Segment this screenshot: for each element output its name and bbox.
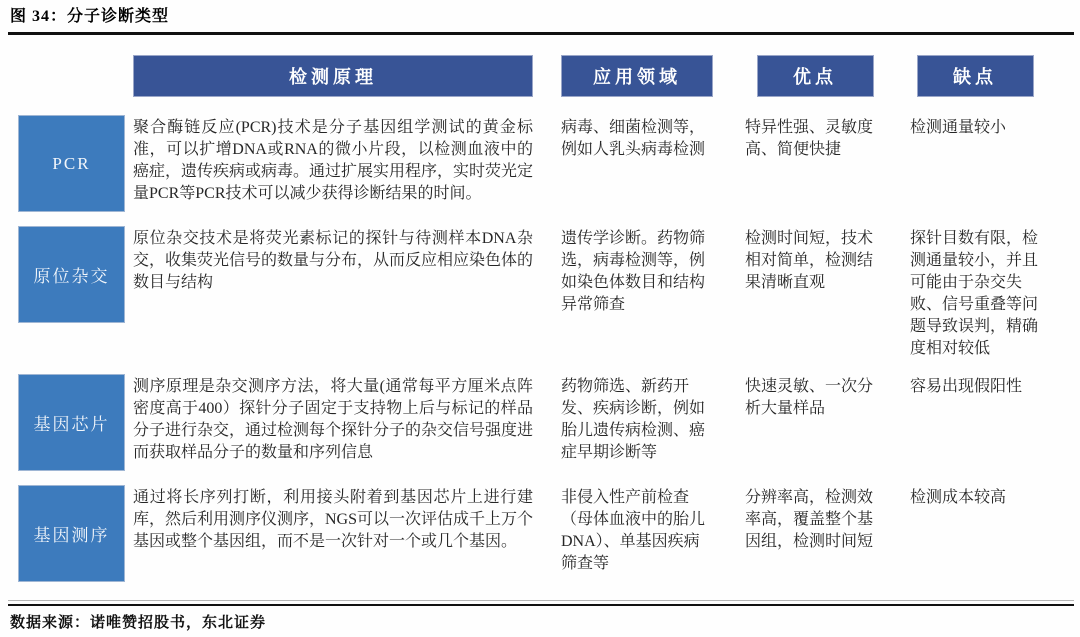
cell-pcr-advantages: 特异性强、灵敏度高、简便快捷	[745, 119, 874, 158]
diagnostics-table	[18, 55, 1040, 582]
cell-ish-disadvantages: 探针目数有限，检测通量较小，并且可能由于杂交失败、信号重叠等问题导致误判，精确度相对较低	[910, 230, 1039, 357]
cell-seq-application: 非侵入性产前检查（母体血液中的胎儿DNA）、单基因疾病筛查等	[561, 489, 706, 572]
column-header-disadvantages: 缺点	[917, 55, 1034, 97]
footer-rule-thin	[8, 600, 1074, 601]
table-row-pcr	[18, 115, 1040, 212]
cell-ish-application: 遗传学诊断。药物筛选，病毒检测等，例如染色体数目和结构异常筛查	[561, 230, 706, 313]
row-label-pcr: PCR	[18, 115, 125, 212]
cell-pcr-disadvantages: 检测通量较小	[910, 119, 1007, 136]
table-row-gene-chip	[18, 374, 1040, 471]
row-label-gene-chip: 基因芯片	[18, 374, 125, 471]
cell-chip-application: 药物筛选、新药开发、疾病诊断，例如胎儿遗传病检测、癌症早期诊断等	[561, 378, 706, 461]
figure-title: 图 34：分子诊断类型	[10, 8, 170, 25]
row-label-in-situ-hybridization: 原位杂交	[18, 226, 125, 323]
column-header-application: 应用领域	[561, 55, 713, 97]
table-row-in-situ-hybridization	[18, 226, 1040, 360]
cell-chip-disadvantages: 容易出现假阳性	[910, 378, 1023, 395]
cell-pcr-principle: 聚合酶链反应(PCR)技术是分子基因组学测试的黄金标准，可以扩增DNA或RNA的微小片段，以检测血液中的癌症，遗传疾病或病毒。通过扩展实用程序，实时荧光定量PCR等PCR技术可以减少获得诊断结果的时间。	[133, 119, 534, 202]
footer-rule-thick	[8, 604, 1074, 606]
cell-chip-principle: 测序原理是杂交测序方法，将大量(通常每平方厘米点阵密度高于400）探针分子固定于支持物上后与标记的样品分子进行杂交，通过检测每个探针分子的杂交信号强度进而获取样品分子的数量和序列信息	[133, 378, 534, 461]
footer-rule	[8, 600, 1074, 606]
cell-ish-advantages: 检测时间短，技术相对简单，检测结果清晰直观	[745, 230, 874, 291]
title-rule	[8, 32, 1074, 35]
data-source-note: 数据来源：诺唯赞招股书，东北证券	[10, 615, 267, 631]
cell-seq-disadvantages: 检测成本较高	[910, 489, 1007, 506]
cell-seq-principle: 通过将长序列打断，利用接头附着到基因芯片上进行建库，然后利用测序仪测序，NGS可以一次评估成千上万个基因或整个基因组，而不是一次针对一个或几个基因。	[133, 489, 534, 550]
column-header-principle: 检测原理	[133, 55, 533, 97]
column-header-advantages: 优点	[757, 55, 874, 97]
cell-ish-principle: 原位杂交技术是将荧光素标记的探针与待测样本DNA杂交，收集荧光信号的数量与分布，从而反应相应染色体的数目与结构	[133, 230, 534, 291]
table-row-gene-sequencing	[18, 485, 1040, 582]
cell-seq-advantages: 分辨率高，检测效率高，覆盖整个基因组，检测时间短	[745, 489, 874, 550]
table-header-row	[18, 55, 1040, 97]
cell-pcr-application: 病毒、细菌检测等，例如人乳头病毒检测	[561, 119, 706, 158]
row-label-gene-sequencing: 基因测序	[18, 485, 125, 582]
cell-chip-advantages: 快速灵敏、一次分析大量样品	[745, 378, 874, 417]
